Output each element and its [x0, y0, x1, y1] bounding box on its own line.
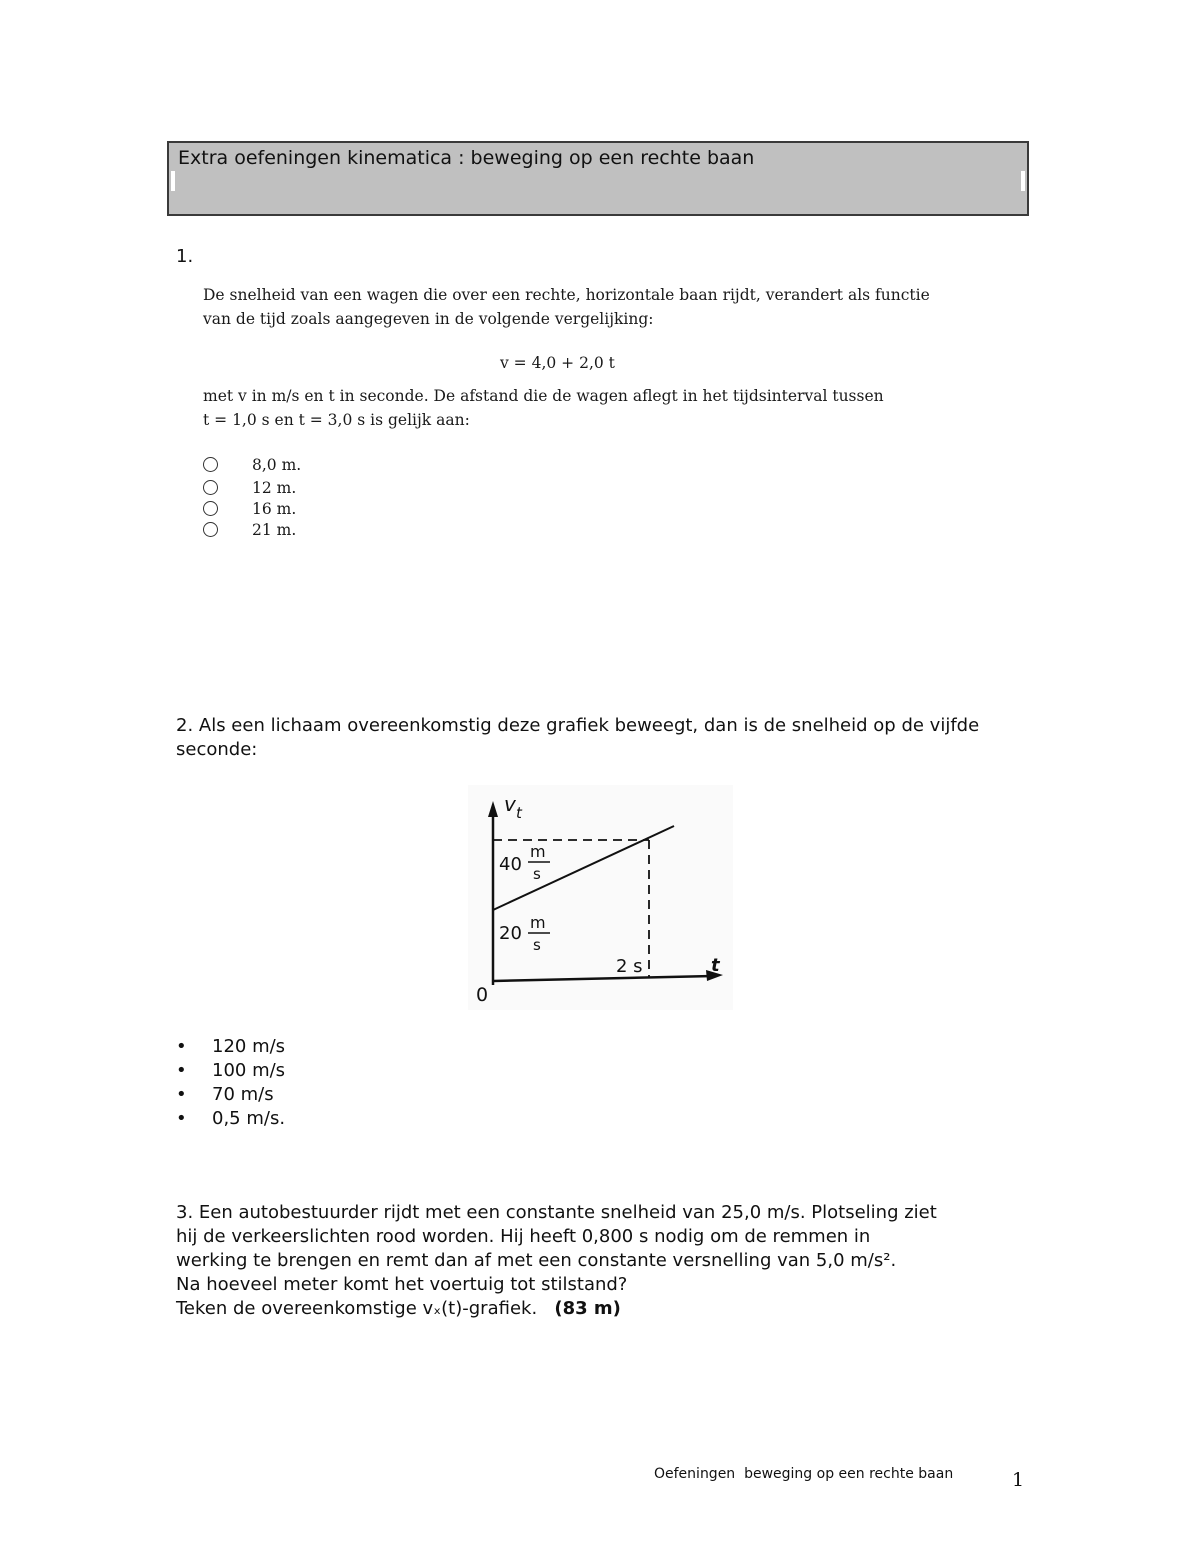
bullet-icon: • — [176, 1036, 187, 1057]
question-2-text: 2. Als een lichaam overeenkomstig deze grafiek beweegt, dan is de snelheid op de vijfde seconde: — [176, 715, 980, 760]
title-box-right-marker — [1021, 171, 1025, 191]
question-1-number: 1. — [176, 246, 194, 267]
radio-button[interactable] — [203, 501, 218, 516]
bullet-icon: • — [176, 1060, 187, 1081]
option-label: 8,0 m. — [252, 456, 302, 474]
list-item[interactable] — [176, 1059, 285, 1083]
tick-label-20: 20 — [499, 923, 522, 944]
tick-label-2s: 2 s — [616, 956, 643, 977]
question-1-text-line-4: t = 1,0 s en t = 3,0 s is gelijk aan: — [203, 411, 470, 429]
unit-denominator: s — [533, 936, 541, 954]
question-3-line — [176, 1297, 937, 1321]
question-1-option[interactable] — [203, 479, 296, 497]
question-1-option[interactable] — [203, 521, 296, 539]
origin-label: 0 — [476, 984, 489, 1006]
y-axis-label: v — [504, 792, 516, 816]
tick-label-40: 40 — [499, 854, 522, 875]
x-axis-label: t — [711, 955, 720, 976]
unit-numerator: m — [530, 913, 546, 932]
question-3-last-line: Teken de overeenkomstige vₓ(t)-grafiek. — [176, 1298, 538, 1319]
option-label: 16 m. — [252, 500, 297, 518]
y-axis-subscript: t — [516, 804, 522, 822]
question-3-line: 3. Een autobestuurder rijdt met een constante snelheid van 25,0 m/s. Plotseling ziet — [176, 1202, 937, 1223]
bullet-icon: • — [176, 1108, 187, 1129]
velocity-time-graph — [468, 785, 733, 1010]
question-3-line: Na hoeveel meter komt het voertuig tot stilstand? — [176, 1274, 628, 1295]
page-title: Extra oefeningen kinematica : beweging op een rechte baan — [178, 147, 755, 169]
unit-numerator: m — [530, 842, 546, 861]
radio-button[interactable] — [203, 480, 218, 495]
list-item[interactable] — [176, 1083, 285, 1107]
question-3-line: hij de verkeerslichten rood worden. Hij heeft 0,800 s nodig om de remmen in — [176, 1226, 871, 1247]
question-3 — [176, 1201, 937, 1321]
option-label: 21 m. — [252, 521, 297, 539]
page-number: 1 — [1012, 1469, 1025, 1491]
question-3-answer: (83 m) — [554, 1298, 621, 1319]
option-label: 70 m/s — [212, 1084, 274, 1105]
radio-button[interactable] — [203, 522, 218, 537]
option-label: 0,5 m/s. — [212, 1108, 286, 1129]
option-label: 100 m/s — [212, 1060, 286, 1081]
unit-denominator: s — [533, 865, 541, 883]
question-1-text-line-2: van de tijd zoals aangegeven in de volgende vergelijking: — [203, 310, 654, 328]
bullet-icon: • — [176, 1084, 187, 1105]
question-1-option[interactable] — [203, 456, 301, 474]
footer-text: Oefeningen beweging op een rechte baan — [654, 1466, 954, 1482]
option-label: 12 m. — [252, 479, 297, 497]
option-label: 120 m/s — [212, 1036, 286, 1057]
list-item[interactable] — [176, 1035, 285, 1059]
question-3-line: werking te brengen en remt dan af met een constante versnelling van 5,0 m/s². — [176, 1250, 897, 1271]
question-1-text-line-1: De snelheid van een wagen die over een rechte, horizontale baan rijdt, verandert als functie — [203, 286, 930, 304]
question-2-options — [176, 1035, 285, 1131]
question-1-formula: v = 4,0 + 2,0 t — [500, 354, 615, 372]
title-box — [167, 141, 1029, 216]
radio-button[interactable] — [203, 457, 218, 472]
list-item[interactable] — [176, 1107, 285, 1131]
question-1-text-line-3: met v in m/s en t in seconde. De afstand die de wagen aflegt in het tijdsinterval tussen — [203, 387, 884, 405]
question-1-option[interactable] — [203, 500, 296, 518]
title-box-left-marker — [171, 171, 175, 191]
